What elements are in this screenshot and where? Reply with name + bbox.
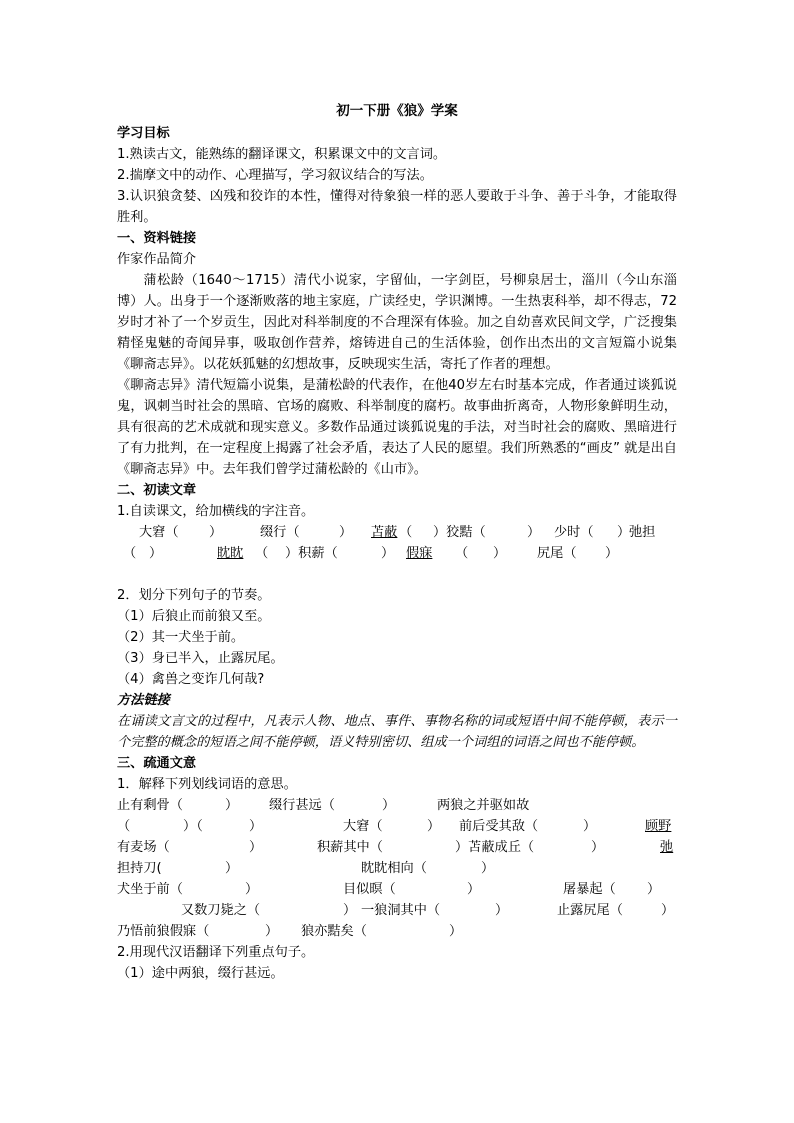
explain-item: 有麦场（ [117, 840, 170, 855]
pinyin-item: （ [455, 546, 469, 561]
explain-item: ） [245, 882, 259, 897]
rhythm-item: （4）禽兽之变诈几何哉? [117, 672, 265, 687]
question-translate: 2.用现代汉语翻译下列重点句子。 [117, 945, 315, 960]
explain-item: 弛 [660, 840, 674, 855]
method-title: 方法链接 [117, 693, 170, 708]
explain-item: ） [591, 840, 605, 855]
book-intro-paragraph: 《聊斋志异》清代短篇小说集，是蒲松龄的代表作，在他40岁左右时基本完成，作者通过谈狐说鬼，讽刺当时社会的黑暗、官场的腐败、科举制度的腐朽。故事曲折离奇，人物形象鲜明生动，具有很高的艺术成就和现实意义。多数作品通过谈狐说鬼的手法，对当时社会的腐败、黑暗进行了有力批判，在一定程度上揭露了社会矛盾，表达了人民的愿望。我们所熟悉的“画皮” 就是出自《聊斋志异》中。去年我们曾学过蒲松龄的《山市》。 [117, 378, 677, 477]
pinyin-item: ） [527, 525, 541, 540]
section2-heading: 二、初读文章 [117, 483, 197, 498]
worksheet-page [117, 100, 677, 984]
section1-subheading: 作家作品简介 [117, 252, 197, 267]
explain-row [117, 858, 677, 879]
explain-item: 目似暝（ [343, 882, 396, 897]
explain-row [117, 816, 677, 837]
question-rhythm: 2．划分下列句子的节奏。 [117, 588, 271, 603]
explain-item: ） [449, 924, 463, 939]
explain-item: 顾野 [645, 819, 672, 834]
explain-item: 积薪其中（ [317, 840, 383, 855]
explain-item: ） [343, 903, 357, 918]
explain-item: ）苫蔽成丘（ [455, 840, 535, 855]
pinyin-item: ） [605, 546, 619, 561]
explain-item: ） [661, 903, 675, 918]
explain-item: 缀行甚远（ [269, 798, 335, 813]
pinyin-item: 弛担 [629, 525, 656, 540]
objective-item: 2.揣摩文中的动作、心理描写，学习叙议结合的写法。 [117, 168, 433, 183]
explain-item: 止露尻尾（ [557, 903, 623, 918]
explain-item: ） [265, 924, 279, 939]
explain-row [117, 921, 677, 942]
explain-item: ） [225, 798, 239, 813]
page-title: 初一下册《狼》学案 [336, 103, 458, 119]
explain-item: 屠暴起（ [563, 882, 616, 897]
question-explain: 1．解释下列划线词语的意思。 [117, 777, 297, 792]
pinyin-item: ） [149, 546, 163, 561]
pinyin-item: 缀行（ [260, 525, 300, 540]
objectives-heading: 学习目标 [117, 126, 170, 141]
pinyin-item: 眈眈 [217, 546, 244, 561]
explain-row [117, 879, 677, 900]
explain-item: 狼亦黠矣（ [301, 924, 367, 939]
explain-item: ） [495, 903, 509, 918]
explain-item: 眈眈相向（ [361, 861, 427, 876]
pinyin-item: ） [617, 525, 631, 540]
method-text: 在诵读文言文的过程中，凡表示人物、地点、事件、事物名称的词或短语中间不能停顿，表示一个完整的概念的短语之间不能停顿，语义特别密切、组成一个词组的词语之间也不能停顿。 [117, 714, 677, 750]
pinyin-item: ） [381, 546, 395, 561]
pinyin-item: （ [255, 546, 269, 561]
pinyin-row [117, 522, 677, 543]
section3-heading: 三、疏通文意 [117, 756, 197, 771]
pinyin-item: 苫蔽 [371, 525, 398, 540]
pinyin-item: ） [493, 546, 507, 561]
section1-heading: 一、资料链接 [117, 231, 197, 246]
pinyin-item: ） [209, 525, 223, 540]
pinyin-item: ）狡黠（ [433, 525, 486, 540]
rhythm-item: （3）身已半入，止露尻尾。 [117, 651, 284, 666]
rhythm-item: （1）后狼止而前狼又至。 [117, 609, 271, 624]
explain-row [117, 900, 677, 921]
explain-item: ） [647, 882, 661, 897]
explain-item: ） [249, 840, 263, 855]
explain-item: ） [225, 861, 239, 876]
pinyin-item: ） [339, 525, 353, 540]
explain-item: ） [481, 861, 495, 876]
pinyin-row [117, 543, 677, 564]
explain-item: ） [382, 798, 396, 813]
objective-item: 1.熟读古文，能熟练的翻译课文，积累课文中的文言词。 [117, 147, 447, 162]
objective-item: 3.认识狼贪婪、凶残和狡诈的本性，懂得对待象狼一样的恶人要敢于斗争、善于斗争，才能取得胜利。 [117, 189, 677, 225]
explain-item: 担持刀( [117, 861, 162, 876]
pinyin-item: 大窘（ [139, 525, 179, 540]
explain-item: 大窘（ [343, 819, 383, 834]
explain-item: （ [117, 819, 131, 834]
explain-item: ） [249, 819, 263, 834]
pinyin-item: ）积薪（ [285, 546, 338, 561]
pinyin-item: 尻尾（ [537, 546, 577, 561]
rhythm-item: （2）其一犬坐于前。 [117, 630, 245, 645]
pinyin-item: （ [399, 525, 413, 540]
translate-item: （1）途中两狼，缀行甚远。 [117, 966, 284, 981]
explain-row [117, 837, 677, 858]
explain-item: ）（ [183, 819, 203, 834]
explain-row [117, 795, 677, 816]
explain-item: ） [583, 819, 597, 834]
explain-item: 两狼之并驱如故 [437, 798, 530, 813]
explain-item: 前后受其敌（ [459, 819, 539, 834]
explain-item: 又数刀毙之（ [181, 903, 261, 918]
explain-item: 乃悟前狼假寐（ [117, 924, 210, 939]
pinyin-item: 少时（ [554, 525, 594, 540]
question-pinyin: 1.自读课文，给加横线的字注音。 [117, 504, 315, 519]
explain-item: ） [427, 819, 441, 834]
author-bio-paragraph: 蒲松龄（1640～1715）清代小说家，字留仙，一字剑臣，号柳泉居士，淄川（今山东淄博）人。出身于一个逐渐败落的地主家庭，广读经史，学识渊博。一生热衷科举，却不得志，72岁时才补了一个岁贡生，因此对科举制度的不合理深有体验。加之自幼喜欢民间文学，广泛搜集精怪鬼魅的奇闻异事，吸取创作营养，熔铸进自己的生活体验，创作出杰出的文言短篇小说集《聊斋志异》。以花妖狐魅的幻想故事，反映现实生活，寄托了作者的理想。 [117, 273, 677, 372]
pinyin-item: 假寐 [406, 546, 433, 561]
explain-item: 一狼洞其中（ [361, 903, 441, 918]
explain-item: ） [467, 882, 481, 897]
explain-item: 犬坐于前（ [117, 882, 183, 897]
explain-item: 止有剩骨（ [117, 798, 183, 813]
spacer [117, 564, 677, 585]
pinyin-item: （ [123, 546, 137, 561]
